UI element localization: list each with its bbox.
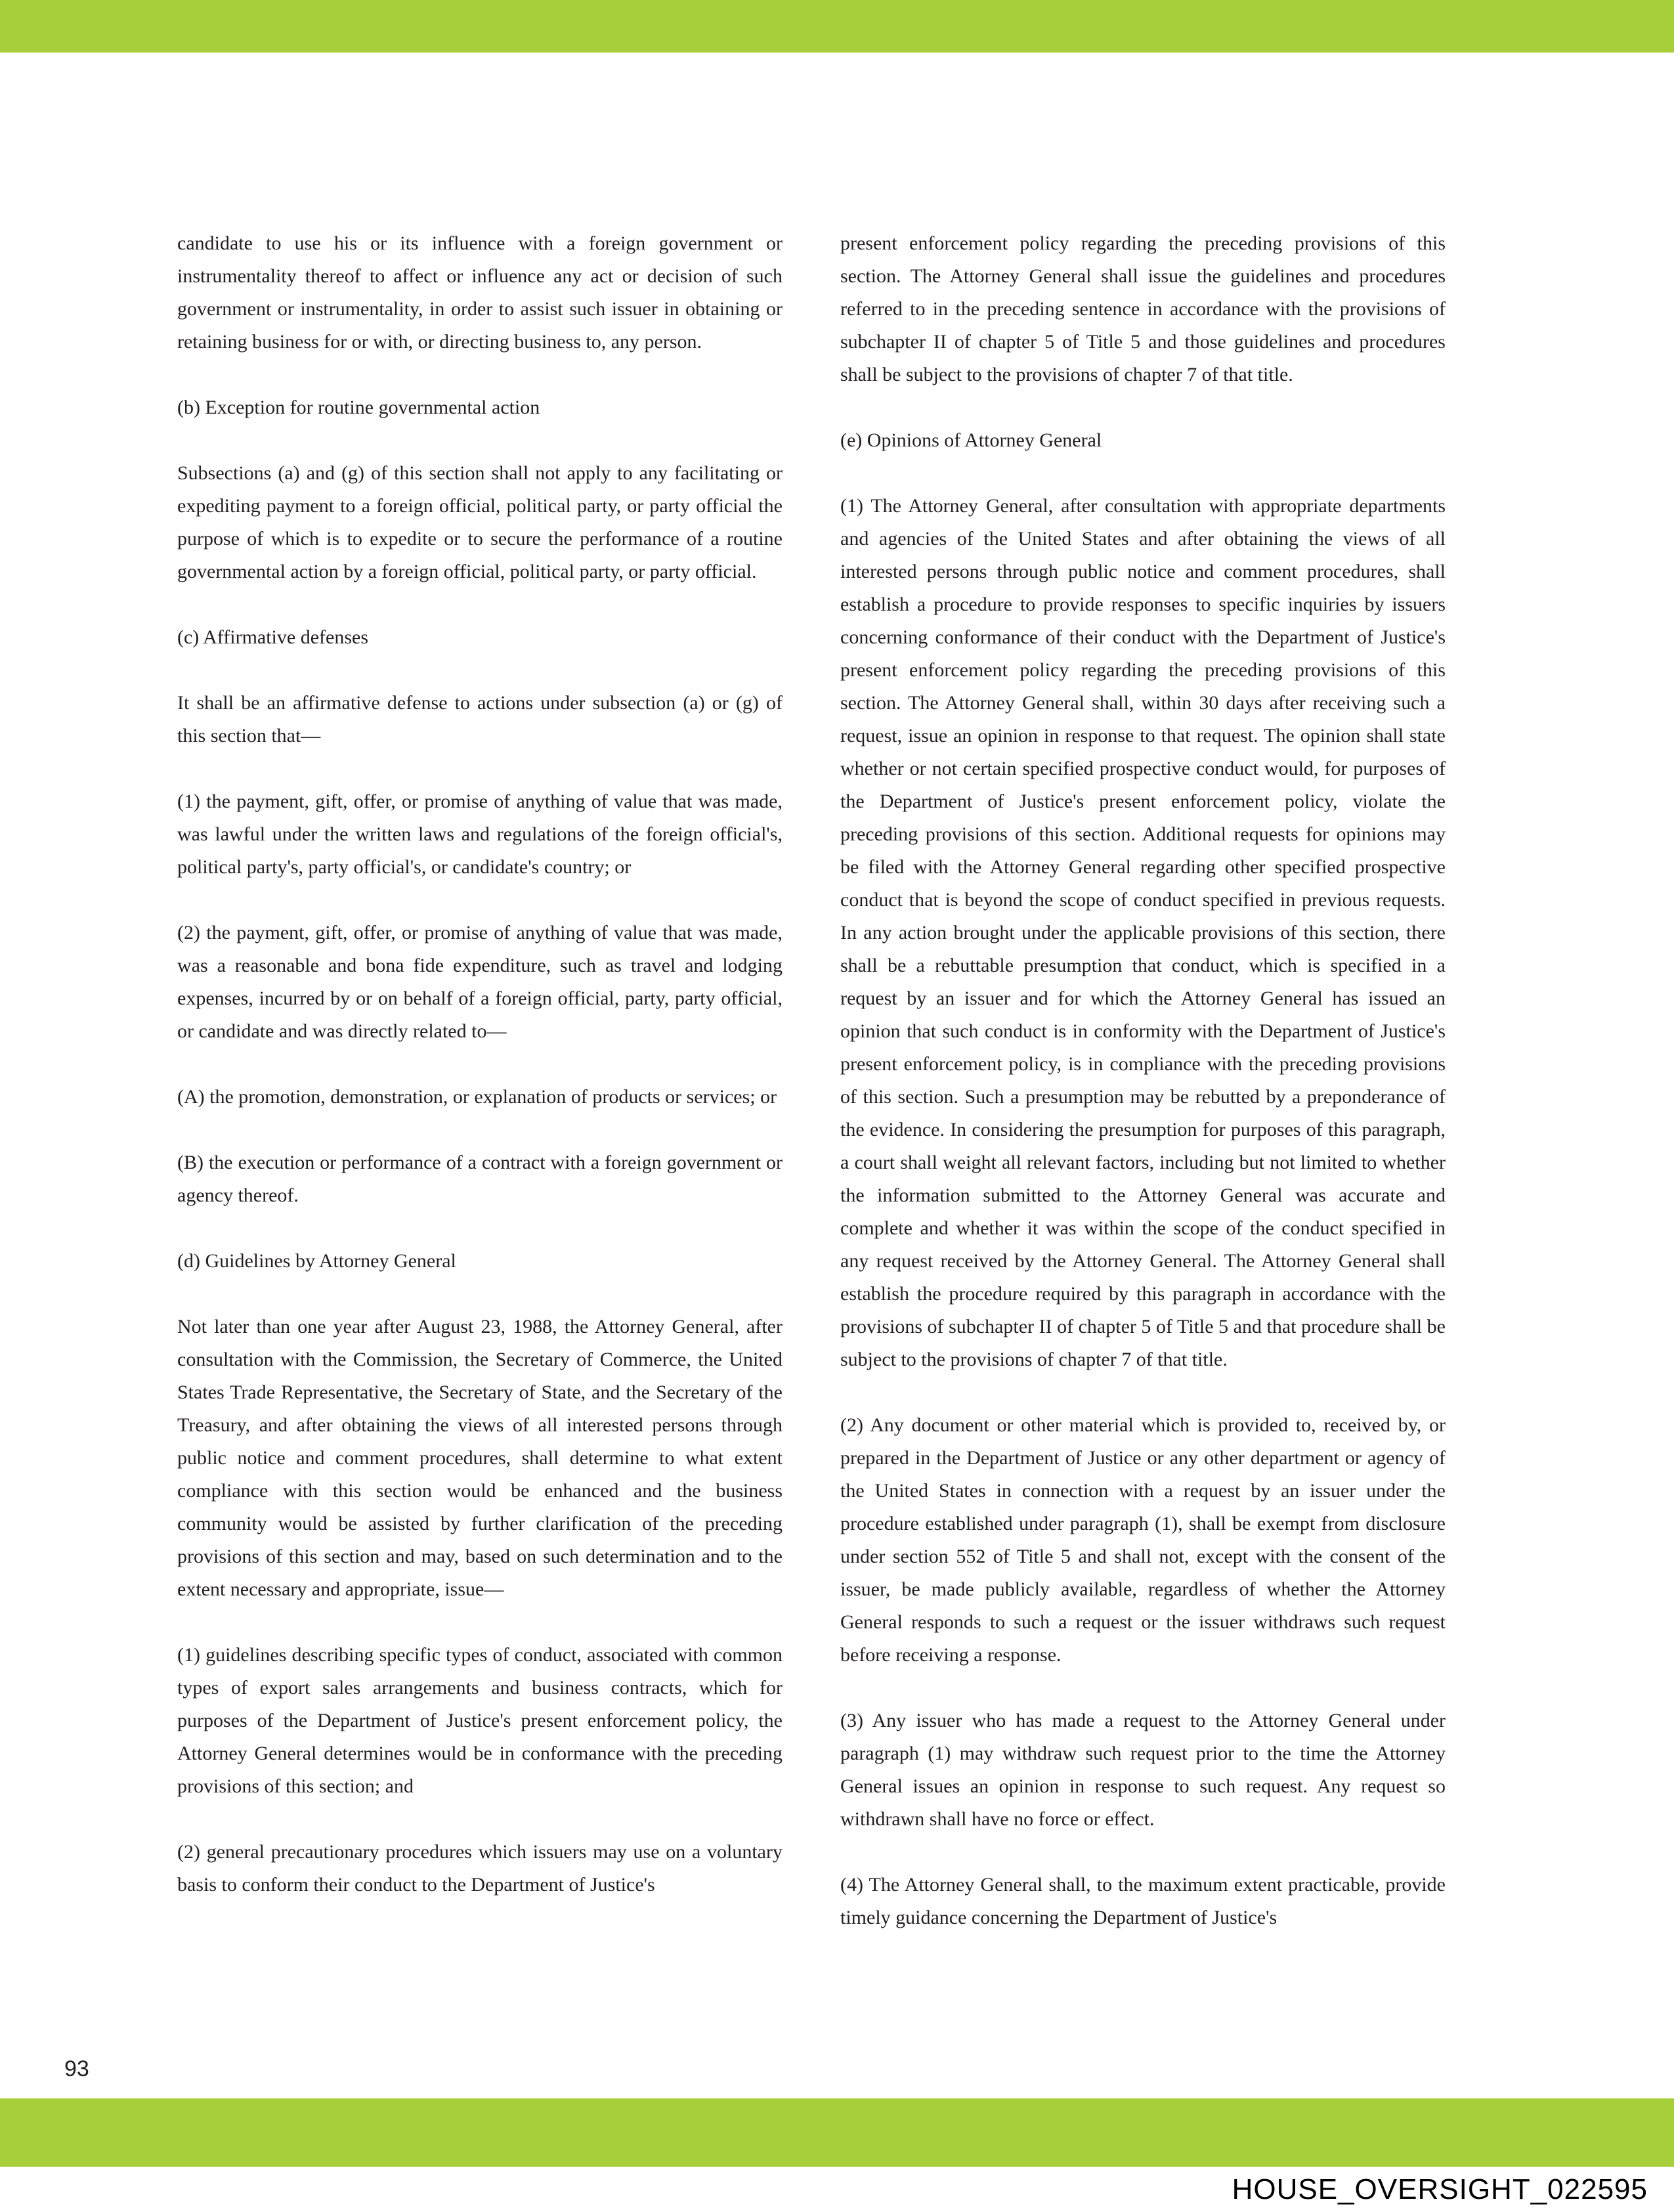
paragraph: (B) the execution or performance of a contract with a foreign government or agency thereof. [177, 1152, 783, 1206]
paragraph: candidate to use his or its influence with a foreign government or instrumentality thereof to affect or influence any act or decision of such government or instrumentality, in order to assist such issuer in obtaining or retaining business for or with, or directing business to, any person. [177, 232, 783, 353]
paragraph: (3) Any issuer who has made a request to the Attorney General under paragraph (1) may withdraw such request prior to the time the Attorney General issues an opinion in response to such request. Any request so withdrawn shall have no force or effect. [840, 1710, 1446, 1830]
paragraph: (4) The Attorney General shall, to the maximum extent practicable, provide timely guidance concerning the Department of Justice's [840, 1874, 1446, 1928]
paragraph: It shall be an affirmative defense to actions under subsection (a) or (g) of this section that— [177, 692, 783, 747]
paragraph: Not later than one year after August 23, 1988, the Attorney General, after consultation with the Commission, the Secretary of Commerce, the United States Trade Representative, the Secretary of State, and the Secretary of the Treasury, and after obtaining the views of all interested persons through public notice and comment procedures, shall determine to what extent compliance with this section would be enhanced and the business community would be assisted by further clarification of the preceding provisions of this section and may, based on such determination and to the extent necessary and appropriate, issue— [177, 1316, 783, 1600]
paragraph: (1) The Attorney General, after consultation with appropriate departments and agencies of the United States and after obtaining the views of all interested persons through public notice and comment procedures, shall establish a procedure to provide responses to specific inquiries by issuers concerning conformance of their conduct with the Department of Justice's present enforcement policy regarding the preceding provisions of this section. The Attorney General shall, within 30 days after receiving such a request, issue an opinion in response to that request. The opinion shall state whether or not certain specified prospective conduct would, for purposes of the Department of Justice's present enforcement policy, violate the preceding provisions of this section. Additional requests for opinions may be filed with the Attorney General regarding other specified prospective conduct that is beyond the scope of conduct specified in previous requests. In any action brought under the applicable provisions of this section, there shall be a rebuttable presumption that conduct, which is specified in a request by an issuer and for which the Attorney General has issued an opinion that such conduct is in conformity with the Department of Justice's present enforcement policy, is in compliance with the preceding provisions of this section. Such a presumption may be rebutted by a preponderance of the evidence. In considering the presumption for purposes of this paragraph, a court shall weight all relevant factors, including but not limited to whether the information submitted to the Attorney General was accurate and complete and whether it was within the scope of the conduct specified in any request received by the Attorney General. The Attorney General shall establish the procedure required by this paragraph in accordance with the provisions of subchapter II of chapter 5 of Title 5 and that procedure shall be subject to the provisions of chapter 7 of that title. [840, 495, 1446, 1370]
paragraph: (1) guidelines describing specific types of conduct, associated with common types of export sales arrangements and business contracts, which for purposes of the Department of Justice's present enforcement policy, the Attorney General determines would be in conformance with the preceding provisions of this section; and [177, 1644, 783, 1797]
right-text-column [840, 227, 1446, 1967]
paragraph: (2) general precautionary procedures which issuers may use on a voluntary basis to conform their conduct to the Department of Justice's [177, 1841, 783, 1896]
bottom-accent-bar [0, 2098, 1674, 2167]
section-heading-e: (e) Opinions of Attorney General [840, 429, 1102, 451]
section-heading-d: (d) Guidelines by Attorney General [177, 1250, 456, 1272]
paragraph: (2) the payment, gift, offer, or promise of anything of value that was made, was a reasonable and bona fide expenditure, such as travel and lodging expenses, incurred by or on behalf of a foreign official, party, party official, or candidate and was directly related to— [177, 922, 783, 1042]
top-accent-bar [0, 0, 1674, 53]
left-text-column [177, 227, 783, 1934]
page-number: 93 [64, 2056, 89, 2081]
paragraph: (2) Any document or other material which is provided to, received by, or prepared in the Department of Justice or any other department or agency of the United States in connection with a request by an issuer under the procedure established under paragraph (1), shall be exempt from disclosure under section 552 of Title 5 and shall not, except with the consent of the issuer, be made publicly available, regardless of whether the Attorney General responds to such a request or the issuer withdraws such request before receiving a response. [840, 1414, 1446, 1666]
section-heading-c: (c) Affirmative defenses [177, 626, 368, 648]
section-heading-b: (b) Exception for routine governmental action [177, 397, 540, 418]
document-id-label: HOUSE_OVERSIGHT_022595 [1232, 2173, 1648, 2205]
paragraph: (A) the promotion, demonstration, or explanation of products or services; or [177, 1086, 777, 1108]
paragraph: (1) the payment, gift, offer, or promise of anything of value that was made, was lawful under the written laws and regulations of the foreign official's, political party's, party official's, or candidate's country; or [177, 791, 783, 878]
paragraph: present enforcement policy regarding the preceding provisions of this section. The Attorney General shall issue the guidelines and procedures referred to in the preceding sentence in accordance with the provisions of subchapter II of chapter 5 of Title 5 and those guidelines and procedures shall be subject to the provisions of chapter 7 of that title. [840, 232, 1446, 385]
paragraph: Subsections (a) and (g) of this section shall not apply to any facilitating or expediting payment to a foreign official, political party, or party official the purpose of which is to expedite or to secure the performance of a routine governmental action by a foreign official, political party, or party official. [177, 462, 783, 582]
